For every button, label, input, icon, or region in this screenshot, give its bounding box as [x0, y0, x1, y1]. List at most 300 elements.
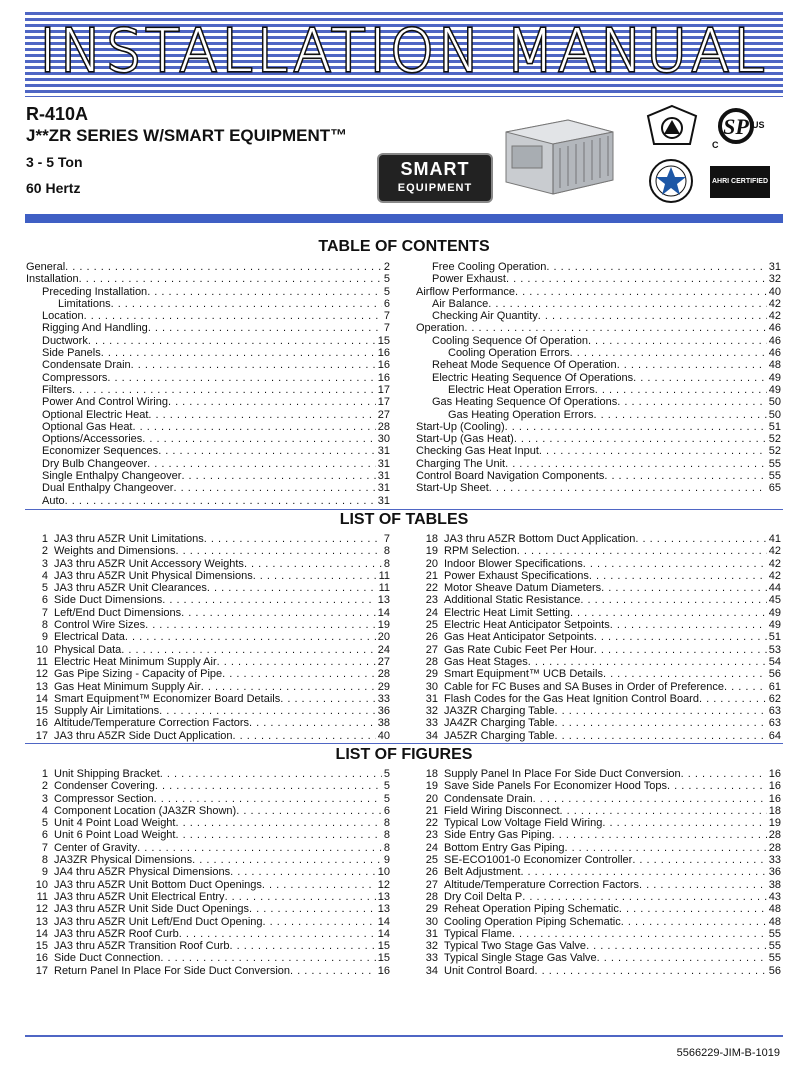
toc-leader-dots — [158, 445, 376, 457]
footer-divider — [25, 1035, 783, 1037]
table-entry — [26, 533, 390, 545]
table-page: 49 — [768, 619, 781, 632]
figure-title: Belt Adjustment — [444, 866, 521, 879]
table-number: 20 — [425, 557, 438, 570]
table-leader-dots — [217, 656, 376, 668]
toc-entry-page: 31 — [377, 482, 390, 495]
table-entry — [26, 594, 390, 606]
table-entry — [416, 681, 781, 693]
toc-entry-title: Side Panels — [42, 347, 101, 360]
agency-seal-icon — [646, 104, 698, 150]
toc-leader-dots — [84, 310, 382, 322]
equipment-logo-text: EQUIPMENT — [397, 182, 473, 194]
figure-leader-dots — [225, 891, 376, 903]
figure-title: Typical Flame — [444, 927, 512, 940]
table-number: 25 — [425, 619, 438, 632]
toc-leader-dots — [617, 396, 766, 408]
toc-entry-title: Checking Air Quantity — [432, 310, 538, 323]
table-leader-dots — [610, 619, 767, 631]
table-page: 33 — [377, 692, 390, 705]
figure-number: 9 — [41, 866, 48, 879]
toc-leader-dots — [65, 495, 376, 507]
figure-title: Dry Coil Delta P — [444, 890, 523, 903]
figure-leader-dots — [175, 829, 381, 841]
table-title: Smart Equipment™ Economizer Board Details — [54, 692, 281, 705]
toc-entry-page: 48 — [768, 359, 781, 372]
figure-page: 8 — [383, 817, 390, 830]
figure-title: Center of Gravity — [54, 841, 138, 854]
toc-entry — [416, 372, 781, 384]
table-title: Additional Static Resistance — [444, 594, 581, 607]
figure-title: JA3ZR Physical Dimensions — [54, 854, 193, 867]
figure-entry — [26, 879, 390, 891]
figure-entry — [26, 866, 390, 878]
figure-title: Unit Control Board — [444, 964, 535, 977]
toc-leader-dots — [72, 384, 376, 396]
table-number: 24 — [425, 606, 438, 619]
table-entry — [26, 668, 390, 680]
toc-entry-page: 16 — [377, 371, 390, 384]
figure-number: 13 — [35, 915, 48, 928]
table-number: 33 — [425, 717, 438, 730]
toc-entry-page: 5 — [383, 285, 390, 298]
toc-entry-page: 31 — [768, 261, 781, 273]
toc-leader-dots — [111, 298, 382, 310]
figure-title: JA3 thru A5ZR Transition Roof Curb — [54, 940, 230, 953]
figure-entry — [26, 965, 390, 977]
table-leader-dots — [162, 594, 376, 606]
table-title: Supply Air Limitations — [54, 705, 160, 718]
table-number: 6 — [41, 594, 48, 607]
svg-text:SP: SP — [723, 114, 749, 139]
figure-page: 56 — [768, 964, 781, 977]
figures-divider — [25, 743, 783, 744]
table-number: 19 — [425, 545, 438, 558]
figure-page: 28 — [768, 829, 781, 842]
figure-entry — [26, 916, 390, 928]
table-number: 8 — [41, 619, 48, 632]
figure-title: Side Duct Connection — [54, 952, 161, 965]
tables-right-column — [416, 533, 781, 742]
toc-entry-title: Location — [42, 310, 84, 323]
table-number: 14 — [35, 692, 48, 705]
figure-page: 36 — [768, 866, 781, 879]
toc-entry — [26, 384, 390, 396]
figure-leader-dots — [560, 805, 767, 817]
toc-entry-title: Start-Up (Gas Heat) — [416, 433, 514, 446]
table-number: 4 — [41, 569, 48, 582]
table-title: RPM Selection — [444, 545, 517, 558]
figure-number: 25 — [425, 854, 438, 867]
toc-entry-title: Cooling Sequence Of Operation — [432, 334, 588, 347]
figure-leader-dots — [192, 854, 382, 866]
figure-leader-dots — [520, 866, 766, 878]
table-entry — [416, 533, 781, 545]
table-number: 2 — [41, 545, 48, 558]
table-leader-dots — [145, 619, 376, 631]
figure-leader-dots — [564, 842, 766, 854]
figure-page: 48 — [768, 903, 781, 916]
toc-entry — [416, 470, 781, 482]
table-entry — [26, 705, 390, 717]
table-title: JA3 thru A5ZR Side Duct Application — [54, 729, 233, 742]
toc-entry-title: Dual Enthalpy Changeover — [42, 482, 174, 495]
figure-entry — [26, 903, 390, 915]
figure-number: 26 — [425, 866, 438, 879]
figure-entry — [416, 928, 781, 940]
figure-leader-dots — [522, 891, 767, 903]
figure-page: 8 — [383, 841, 390, 854]
toc-entry-title: Limitations — [58, 297, 111, 310]
figure-page: 16 — [377, 964, 390, 977]
toc-heading: TABLE OF CONTENTS — [318, 238, 490, 255]
rooftop-unit-image — [498, 102, 618, 202]
toc-entry-page: 55 — [768, 457, 781, 470]
table-entry — [416, 631, 781, 643]
table-number: 27 — [425, 643, 438, 656]
table-number: 17 — [35, 729, 48, 742]
figure-number: 8 — [41, 854, 48, 867]
table-title: JA3ZR Charging Table — [444, 705, 555, 718]
table-number: 11 — [36, 655, 48, 668]
table-leader-dots — [201, 681, 376, 693]
toc-entry-page: 15 — [377, 334, 390, 347]
table-title: JA3 thru A5ZR Unit Clearances — [54, 582, 207, 595]
figure-leader-dots — [230, 866, 376, 878]
table-page: 62 — [768, 692, 781, 705]
smart-logo-text: SMART — [400, 159, 470, 179]
table-number: 7 — [41, 606, 48, 619]
table-leader-dots — [528, 656, 767, 668]
table-leader-dots — [233, 730, 376, 742]
toc-entry — [416, 458, 781, 470]
figure-title: Typical Low Voltage Field Wiring — [444, 817, 603, 830]
table-page: 51 — [768, 631, 781, 644]
table-page: 8 — [383, 557, 390, 570]
table-title: Smart Equipment™ UCB Details — [444, 668, 603, 681]
table-page: 42 — [768, 569, 781, 582]
toc-leader-dots — [594, 409, 767, 421]
toc-entry-page: 42 — [768, 310, 781, 323]
table-page: 42 — [768, 557, 781, 570]
figure-number: 16 — [35, 952, 48, 965]
table-page: 41 — [768, 533, 781, 545]
table-leader-dots — [580, 594, 766, 606]
figure-title: Condensate Drain — [444, 792, 533, 805]
toc-entry-page: 16 — [377, 347, 390, 360]
toc-entry-title: Operation — [416, 322, 465, 335]
figure-leader-dots — [512, 928, 767, 940]
toc-entry — [26, 409, 390, 421]
figure-title: SE-ECO1001-0 Economizer Controller — [444, 854, 633, 867]
toc-leader-dots — [148, 409, 375, 421]
toc-entry-title: Power Exhaust — [432, 273, 506, 286]
figures-left-column — [26, 768, 390, 977]
toc-leader-dots — [617, 359, 767, 371]
figure-title: Bottom Entry Gas Piping — [444, 841, 565, 854]
table-title: Gas Heat Minimum Supply Air — [54, 680, 201, 693]
figure-leader-dots — [621, 916, 767, 928]
figure-number: 7 — [41, 841, 48, 854]
figure-title: Save Side Panels For Economizer Hood Tops — [444, 780, 667, 793]
table-page: 7 — [383, 533, 390, 545]
toc-entry — [416, 384, 781, 396]
table-title: Gas Pipe Sizing - Capacity of Pipe — [54, 668, 223, 681]
figure-leader-dots — [632, 854, 766, 866]
toc-entry-page: 28 — [377, 420, 390, 433]
toc-leader-dots — [604, 470, 766, 482]
figure-leader-dots — [160, 768, 382, 780]
table-page: 53 — [768, 643, 781, 656]
toc-entry-page: 52 — [768, 433, 781, 446]
toc-leader-dots — [505, 458, 767, 470]
toc-leader-dots — [131, 359, 376, 371]
toc-entry-page: 31 — [377, 494, 390, 507]
toc-left-column — [26, 261, 390, 507]
toc-entry-page: 31 — [377, 470, 390, 483]
toc-entry-page: 42 — [768, 297, 781, 310]
figure-number: 27 — [425, 878, 438, 891]
table-leader-dots — [181, 607, 376, 619]
table-entry — [416, 607, 781, 619]
manual-title: INSTALLATION MANUAL — [39, 17, 769, 86]
toc-entry-page: 55 — [768, 470, 781, 483]
table-leader-dots — [125, 631, 376, 643]
figure-entry — [26, 805, 390, 817]
figure-leader-dots — [262, 879, 376, 891]
toc-entry — [26, 347, 390, 359]
figure-title: JA3 thru A5ZR Unit Electrical Entry — [54, 890, 225, 903]
toc-leader-dots — [79, 273, 382, 285]
figure-title: Unit Shipping Bracket — [54, 768, 160, 780]
toc-leader-dots — [515, 286, 767, 298]
figure-entry — [416, 829, 781, 841]
table-title: JA4ZR Charging Table — [444, 717, 555, 730]
toc-entry — [416, 433, 781, 445]
toc-entry-title: Control Board Navigation Components — [416, 470, 605, 483]
toc-entry — [416, 310, 781, 322]
frequency-label: 60 Hertz — [26, 180, 81, 196]
figure-title: Reheat Operation Piping Schematic — [444, 903, 619, 916]
figure-page: 9 — [383, 854, 390, 867]
figure-leader-dots — [639, 879, 767, 891]
toc-entry — [26, 322, 390, 334]
table-page: 13 — [377, 594, 390, 607]
figure-title: JA3 thru A5ZR Unit Bottom Duct Openings — [54, 878, 262, 891]
table-entry — [26, 717, 390, 729]
table-number: 13 — [35, 680, 48, 693]
toc-leader-dots — [488, 298, 766, 310]
figure-title: Component Location (JA3ZR Shown) — [54, 804, 237, 817]
figure-page: 38 — [768, 878, 781, 891]
csa-us-mark: US — [752, 120, 765, 130]
toc-entry — [26, 445, 390, 457]
table-title: JA3 thru A5ZR Unit Limitations — [54, 533, 204, 545]
table-title: Motor Sheave Datum Diameters — [444, 582, 602, 595]
toc-entry-title: Dry Bulb Changeover — [42, 457, 148, 470]
figure-title: JA3 thru A5ZR Roof Curb — [54, 927, 179, 940]
figure-leader-dots — [154, 793, 382, 805]
toc-entry — [416, 261, 781, 273]
figure-leader-dots — [229, 940, 375, 952]
table-title: Electric Heat Limit Setting — [444, 606, 570, 619]
toc-entry-title: Single Enthalpy Changeover — [42, 470, 182, 483]
figure-leader-dots — [667, 780, 767, 792]
table-title: Weights and Dimensions — [54, 545, 176, 558]
toc-leader-dots — [107, 372, 375, 384]
figure-entry — [416, 854, 781, 866]
toc-entry-title: Start-Up (Cooling) — [416, 420, 505, 433]
table-leader-dots — [635, 533, 766, 545]
toc-entry-title: Filters — [42, 383, 72, 396]
toc-entry-title: Reheat Mode Sequence Of Operation — [432, 359, 617, 372]
table-title: Control Wire Sizes — [54, 619, 146, 632]
table-page: 61 — [768, 680, 781, 693]
table-title: Electric Heat Minimum Supply Air — [54, 655, 217, 668]
figure-entry — [416, 903, 781, 915]
toc-leader-dots — [142, 433, 375, 445]
figure-number: 20 — [425, 792, 438, 805]
figure-page: 16 — [768, 792, 781, 805]
toc-entry-title: Power And Control Wiring — [42, 396, 168, 409]
toc-entry — [26, 433, 390, 445]
figure-number: 18 — [425, 768, 438, 780]
table-leader-dots — [594, 631, 767, 643]
figure-leader-dots — [533, 793, 767, 805]
figure-page: 28 — [768, 841, 781, 854]
table-title: Left/End Duct Dimensions — [54, 606, 182, 619]
toc-entry-title: Rigging And Handling — [42, 322, 148, 335]
toc-entry — [26, 495, 390, 507]
table-entry — [26, 558, 390, 570]
toc-entry — [26, 396, 390, 408]
figure-number: 10 — [35, 878, 48, 891]
figure-number: 4 — [41, 804, 48, 817]
table-entry — [26, 730, 390, 742]
table-page: 11 — [378, 569, 390, 582]
figure-page: 19 — [768, 817, 781, 830]
table-leader-dots — [554, 730, 766, 742]
figure-page: 8 — [383, 829, 390, 842]
toc-entry-title: Preceding Installation — [42, 285, 148, 298]
figure-title: Unit 4 Point Load Weight — [54, 817, 176, 830]
toc-entry — [26, 372, 390, 384]
toc-entry-page: 30 — [377, 433, 390, 446]
table-title: Electrical Data — [54, 631, 125, 644]
figure-title: JA4 thru A5ZR Physical Dimensions — [54, 866, 231, 879]
toc-entry — [26, 310, 390, 322]
figure-number: 21 — [425, 804, 438, 817]
table-number: 16 — [35, 717, 48, 730]
figure-entry — [416, 879, 781, 891]
table-number: 29 — [425, 668, 438, 681]
figure-leader-dots — [597, 952, 767, 964]
table-leader-dots — [583, 558, 767, 570]
ahri-certified-badge: AHRI CERTIFIED — [710, 166, 770, 198]
table-entry — [416, 730, 781, 742]
figure-entry — [416, 842, 781, 854]
toc-entry — [26, 470, 390, 482]
figure-leader-dots — [249, 903, 376, 915]
figure-page: 33 — [768, 854, 781, 867]
toc-entry-title: Charging The Unit — [416, 457, 506, 470]
figure-entry — [416, 805, 781, 817]
toc-leader-dots — [506, 273, 767, 285]
figure-title: Field Wiring Disconnect — [444, 804, 560, 817]
toc-entry — [416, 298, 781, 310]
table-number: 22 — [425, 582, 438, 595]
table-title: Flash Codes for the Gas Heat Ignition Control Board — [444, 692, 699, 705]
toc-leader-dots — [65, 261, 382, 273]
toc-entry-title: General — [26, 261, 66, 273]
figure-number: 14 — [35, 927, 48, 940]
table-page: 28 — [377, 668, 390, 681]
refrigerant-label: R-410A — [26, 104, 89, 124]
table-page: 42 — [768, 545, 781, 558]
star-certification-icon — [648, 158, 694, 204]
toc-entry — [416, 322, 781, 334]
table-entry — [416, 619, 781, 631]
table-page: 54 — [768, 655, 781, 668]
toc-entry-page: 32 — [768, 273, 781, 286]
toc-entry-page: 46 — [768, 347, 781, 360]
table-page: 27 — [377, 655, 390, 668]
figures-heading: LIST OF FIGURES — [335, 746, 473, 763]
table-title: Power Exhaust Specifications — [444, 569, 589, 582]
table-leader-dots — [253, 570, 377, 582]
table-number: 1 — [41, 533, 48, 545]
figure-number: 30 — [425, 915, 438, 928]
figure-number: 31 — [425, 927, 438, 940]
table-title: Indoor Blower Specifications — [444, 557, 583, 570]
toc-entry-page: 5 — [383, 273, 390, 286]
toc-leader-dots — [133, 421, 376, 433]
toc-leader-dots — [464, 322, 766, 334]
table-leader-dots — [594, 644, 767, 656]
figure-entry — [416, 965, 781, 977]
table-entry — [26, 545, 390, 557]
toc-entry-title: Air Balance — [432, 297, 489, 310]
figure-number: 12 — [35, 903, 48, 916]
figure-page: 15 — [377, 940, 390, 953]
figure-entry — [416, 866, 781, 878]
toc-entry-page: 17 — [377, 383, 390, 396]
toc-leader-dots — [88, 335, 376, 347]
figure-entry — [416, 768, 781, 780]
toc-entry — [26, 482, 390, 494]
table-page: 24 — [377, 643, 390, 656]
toc-leader-dots — [570, 347, 767, 359]
table-entry — [416, 705, 781, 717]
figure-entry — [26, 817, 390, 829]
table-number: 10 — [35, 643, 48, 656]
table-leader-dots — [554, 717, 766, 729]
toc-entry-title: Free Cooling Operation — [432, 261, 547, 273]
toc-entry — [416, 273, 781, 285]
toc-entry-page: 31 — [377, 445, 390, 458]
figure-number: 17 — [35, 964, 48, 977]
table-entry — [416, 558, 781, 570]
table-number: 26 — [425, 631, 438, 644]
table-entry — [416, 656, 781, 668]
figure-page: 14 — [377, 915, 390, 928]
toc-leader-dots — [489, 482, 767, 494]
toc-entry — [416, 359, 781, 371]
toc-entry — [26, 458, 390, 470]
figure-number: 19 — [425, 780, 438, 793]
figure-leader-dots — [619, 903, 767, 915]
table-page: 49 — [768, 606, 781, 619]
